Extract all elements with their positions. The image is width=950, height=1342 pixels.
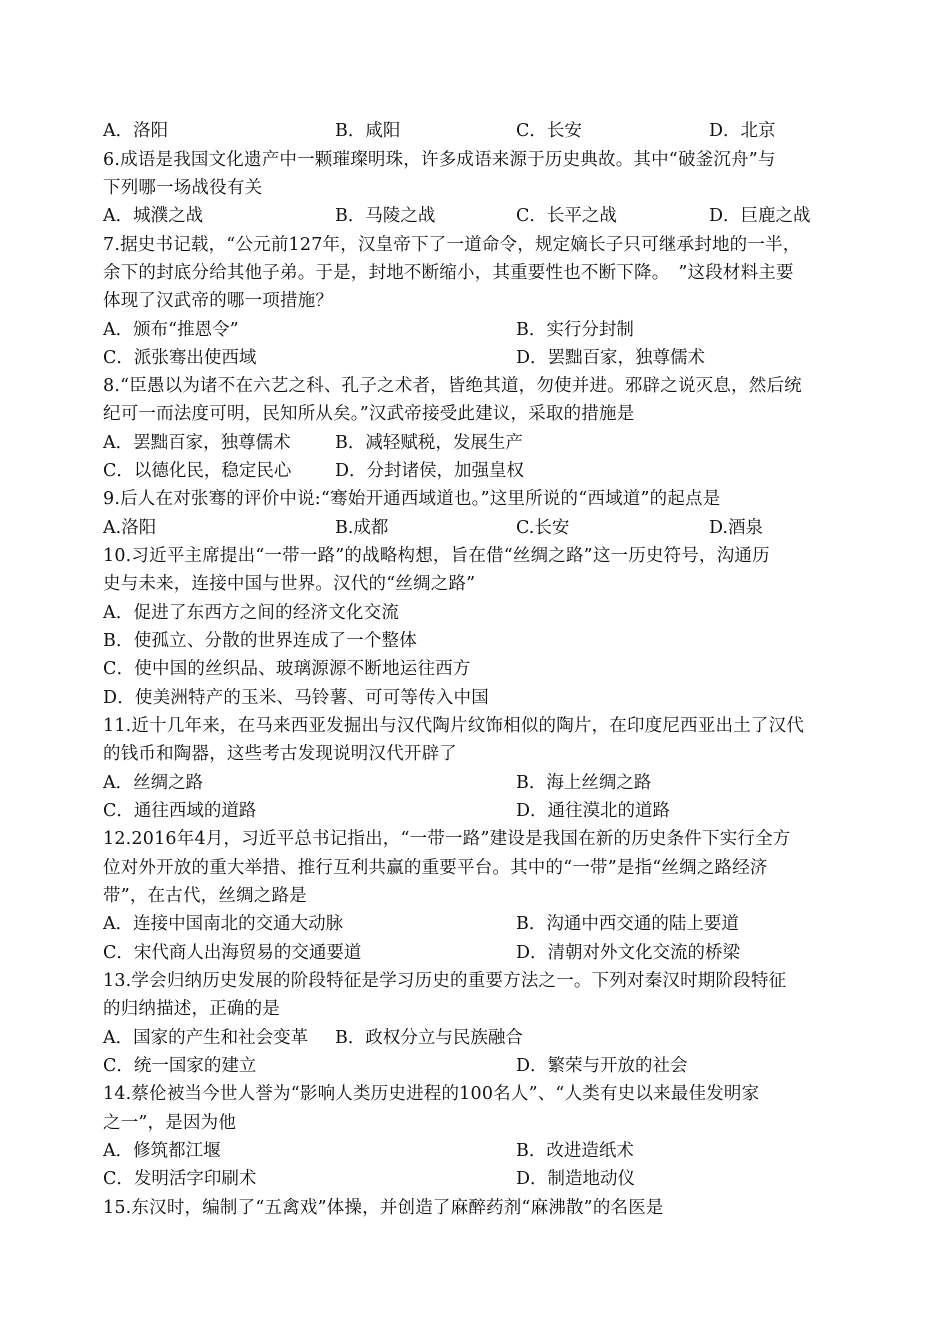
q8-options-row-1 xyxy=(103,430,863,456)
q13-options-row-1 xyxy=(103,1025,863,1051)
q7-stem-line-3: 体现了汉武帝的哪一项措施？ xyxy=(103,291,334,311)
q14-option-a: A．修筑都江堰 xyxy=(103,1141,221,1161)
q6-stem-line-2: 下列哪一场战役有关 xyxy=(103,178,263,198)
q7-options-row-1 xyxy=(103,317,863,343)
q10-option-d: D．使美洲特产的玉米、马铃薯、可可等传入中国 xyxy=(103,688,489,708)
q5-option-a: A．洛阳 xyxy=(103,121,169,141)
q9-option-b: B.成都 xyxy=(335,518,389,538)
q9-stem-line-1: 9.后人在对张骞的评价中说:“骞始开通西域道也。”这里所说的“西域道”的起点是 xyxy=(103,489,721,509)
q10-option-a: A．促进了东西方之间的经济文化交流 xyxy=(103,603,400,623)
q5-option-c: C．长安 xyxy=(516,121,582,141)
q7-option-d: D．罢黜百家，独尊儒术 xyxy=(516,348,706,368)
q6-option-c: C．长平之战 xyxy=(516,206,617,226)
q14-option-d: D．制造地动仪 xyxy=(516,1169,636,1189)
q9-option-a: A.洛阳 xyxy=(103,518,157,538)
q14-options-row-2 xyxy=(103,1166,863,1192)
q11-option-d: D．通往漠北的道路 xyxy=(516,801,671,821)
q14-options-row-1 xyxy=(103,1138,863,1164)
q8-stem-line-1: 8.“臣愚以为诸不在六艺之科、孔子之术者，皆绝其道，勿使并进。邪辟之说灭息，然后统 xyxy=(103,376,802,396)
q8-stem-line-2: 纪可一而法度可明，民知所从矣。”汉武帝接受此建议，采取的措施是 xyxy=(103,404,635,424)
q10-stem-line-2: 史与未来，连接中国与世界。汉代的“丝绸之路” xyxy=(103,574,476,594)
q13-option-b: B．政权分立与民族融合 xyxy=(335,1028,523,1048)
q5-option-d: D．北京 xyxy=(709,121,776,141)
q14-stem-line-2: 之一”，是因为他 xyxy=(103,1113,237,1133)
q7-stem-line-1: 7.据史书记载，“公元前127年，汉皇帝下了一道命令，规定嫡长子只可继承封地的一半， xyxy=(103,235,801,255)
q7-option-b: B．实行分封制 xyxy=(516,320,634,340)
q7-options-row-2 xyxy=(103,345,863,371)
q6-option-b: B．马陵之战 xyxy=(335,206,436,226)
q12-stem-line-1: 12.2016年4月，习近平总书记指出，“一带一路”建设是我国在新的历史条件下实行全方 xyxy=(103,829,791,849)
q15-stem-line-1: 15.东汉时，编制了“五禽戏”体操，并创造了麻醉药剂“麻沸散”的名医是 xyxy=(103,1198,664,1218)
q9-option-d: D.酒泉 xyxy=(709,518,763,538)
q13-option-d: D．繁荣与开放的社会 xyxy=(516,1056,688,1076)
q12-options-row-1 xyxy=(103,911,863,937)
q11-options-row-2 xyxy=(103,798,863,824)
q13-option-c: C．统一国家的建立 xyxy=(103,1056,257,1076)
q14-stem-line-1: 14.蔡伦被当今世人誉为“影响人类历史进程的100名人”、“人类有史以来最佳发明家 xyxy=(103,1084,760,1104)
q6-option-a: A．城濮之战 xyxy=(103,206,204,226)
q7-option-a: A．颁布“推恩令” xyxy=(103,320,239,340)
q12-option-b: B．沟通中西交通的陆上要道 xyxy=(516,914,739,934)
q11-stem-line-2: 的钱币和陶器，这些考古发现说明汉代开辟了 xyxy=(103,744,457,764)
q6-option-d: D．巨鹿之战 xyxy=(709,206,811,226)
q11-option-b: B．海上丝绸之路 xyxy=(516,773,652,793)
q12-stem-line-3: 带”，在古代，丝绸之路是 xyxy=(103,886,307,906)
q11-option-a: A．丝绸之路 xyxy=(103,773,204,793)
q7-stem-line-2: 余下的封底分给其他子弟。于是，封地不断缩小，其重要性也不断下降。 ”这段材料主要 xyxy=(103,263,794,283)
q13-stem-line-2: 的归纳描述，正确的是 xyxy=(103,999,280,1019)
q8-option-c: C．以德化民，稳定民心 xyxy=(103,461,292,481)
q14-option-c: C．发明活字印刷术 xyxy=(103,1169,257,1189)
q8-option-d: D．分封诸侯，加强皇权 xyxy=(335,461,525,481)
q5-options xyxy=(103,118,863,144)
q12-option-a: A．连接中国南北的交通大动脉 xyxy=(103,914,344,934)
q12-stem-line-2: 位对外开放的重大举措、推行互利共赢的重要平台。其中的“一带”是指“丝绸之路经济 xyxy=(103,858,768,878)
q13-option-a: A．国家的产生和社会变革 xyxy=(103,1028,309,1048)
q11-options-row-1 xyxy=(103,770,863,796)
q5-option-b: B．咸阳 xyxy=(335,121,401,141)
q10-option-c: C．使中国的丝织品、玻璃源源不断地运往西方 xyxy=(103,659,471,679)
q8-options-row-2 xyxy=(103,458,863,484)
q12-option-c: C．宋代商人出海贸易的交通要道 xyxy=(103,943,362,963)
q9-options xyxy=(103,515,863,541)
q12-options-row-2 xyxy=(103,940,863,966)
q14-option-b: B．改进造纸术 xyxy=(516,1141,634,1161)
q8-option-a: A．罢黜百家，独尊儒术 xyxy=(103,433,291,453)
q6-stem-line-1: 6.成语是我国文化遗产中一颗璀璨明珠，许多成语来源于历史典故。其中“破釜沉舟”与 xyxy=(103,150,776,170)
q11-option-c: C．通往西域的道路 xyxy=(103,801,257,821)
q8-option-b: B．减轻赋税，发展生产 xyxy=(335,433,523,453)
q13-options-row-2 xyxy=(103,1053,863,1079)
q10-stem-line-1: 10.习近平主席提出“一带一路”的战略构想，旨在借“丝绸之路”这一历史符号，沟通历 xyxy=(103,546,770,566)
q10-option-b: B．使孤立、分散的世界连成了一个整体 xyxy=(103,631,417,651)
q6-options xyxy=(103,203,863,229)
q9-option-c: C.长安 xyxy=(516,518,570,538)
q7-option-c: C．派张骞出使西域 xyxy=(103,348,257,368)
q13-stem-line-1: 13.学会归纳历史发展的阶段特征是学习历史的重要方法之一。下列对秦汉时期阶段特征 xyxy=(103,971,787,991)
q12-option-d: D．清朝对外文化交流的桥梁 xyxy=(516,943,741,963)
q11-stem-line-1: 11.近十几年来，在马来西亚发掘出与汉代陶片纹饰相似的陶片，在印度尼西亚出土了汉代 xyxy=(103,716,805,736)
